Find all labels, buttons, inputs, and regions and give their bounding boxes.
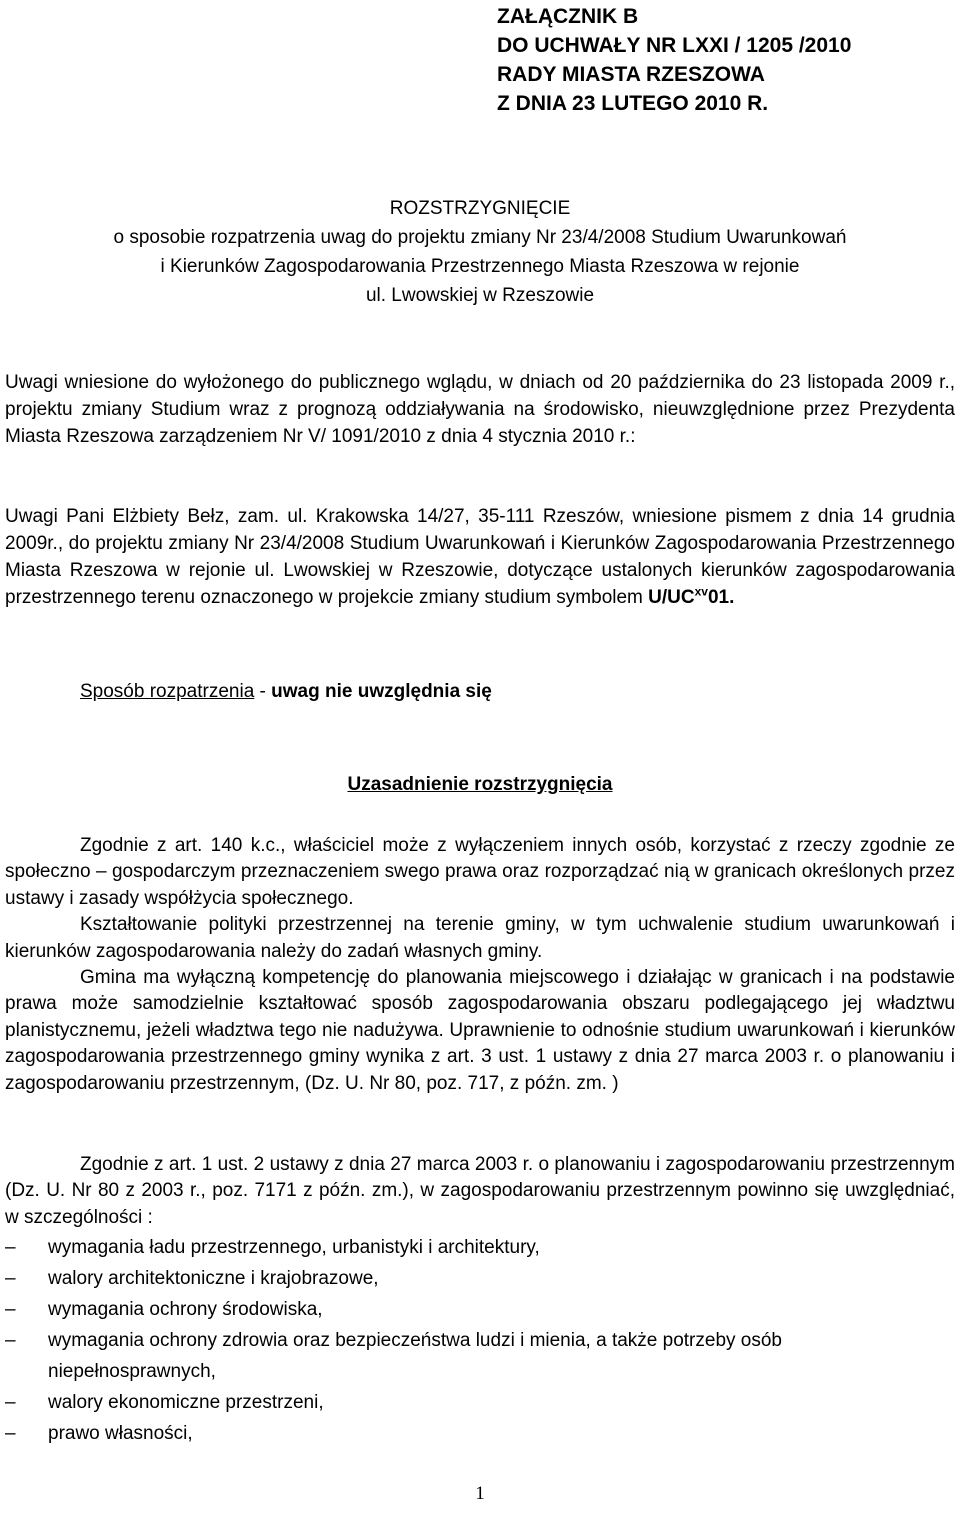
dash-bullet: –	[5, 1237, 16, 1258]
list-item	[5, 1232, 955, 1263]
attachment-line-1: ZAŁĄCZNIK B	[497, 5, 639, 28]
list-item	[5, 1418, 955, 1449]
attachment-line-3: RADY MIASTA RZESZOWA	[497, 63, 765, 86]
list-item-text: prawo własności,	[48, 1423, 193, 1444]
attachment-line-4: Z DNIA 23 LUTEGO 2010 R.	[497, 92, 769, 115]
list-item-text: wymagania ładu przestrzennego, urbanistyki i architektury,	[48, 1237, 540, 1258]
method-value: uwag nie uwzględnia się	[271, 681, 492, 702]
dash-bullet: –	[5, 1299, 16, 1320]
intro-paragraph: Uwagi wniesione do wyłożonego do publicznego wglądu, w dniach od 20 października do 23 listopada 2009 r., projektu zmiany Studium wraz z prognozą oddziaływania na środowisko, nieuwzględnione przez Prezydenta Miasta Rzeszowa zarządzeniem Nr V/ 1091/2010 z dnia 4 stycznia 2010 r.:	[5, 372, 955, 447]
remarks-symbol	[648, 584, 735, 608]
justification-paragraph-4: Zgodnie z art. 1 ust. 2 ustawy z dnia 27 marca 2003 r. o planowaniu i zagospodarowaniu przestrzennym (Dz. U. Nr 80 z 2003 r., poz. 7171 z późn. zm.), w zagospodarowaniu przestrzennym powinno się uwzględniać, w szczególności :	[5, 1154, 955, 1228]
title-line-2: o sposobie rozpatrzenia uwag do projektu zmiany Nr 23/4/2008 Studium Uwarunkowań	[113, 227, 847, 248]
dash-bullet: –	[5, 1330, 16, 1351]
page-number: 1	[475, 1483, 485, 1504]
title-line-4: ul. Lwowskiej w Rzeszowie	[365, 285, 595, 306]
consideration-method	[80, 678, 492, 706]
list-item-text: wymagania ochrony zdrowia oraz bezpieczeństwa ludzi i mienia, a także potrzeby osób niepełnosprawnych,	[48, 1330, 782, 1382]
remarks-text: Uwagi Pani Elżbiety Bełz, zam. ul. Krakowska 14/27, 35-111 Rzeszów, wniesione pismem z dnia 14 grudnia 2009r., do projektu zmiany Nr 23/4/2008 Studium Uwarunkowań i Kierunków Zagospodarowania Przestrzennego Miasta Rzeszowa w rejonie ul. Lwowskiej w Rzeszowie, dotyczące ustalonych kierunków zagospodarowania przestrzennego terenu oznaczonego w projekcie zmiany studium symbolem	[5, 506, 955, 608]
justification-paragraph-4-wrap	[5, 1152, 955, 1231]
justification-paragraph-1: Zgodnie z art. 140 k.c., właściciel może z wyłączeniem innych osób, korzystać z rzeczy zgodnie ze społeczno – gospodarczym przeznaczeniem swego prawa oraz rozporządzać nią w granicach określonych przez ustawy i zasady współżycia społecznego.	[5, 835, 955, 909]
method-separator: -	[254, 681, 272, 702]
symbol-end: 01.	[707, 587, 735, 608]
symbol-main: U/UC	[648, 587, 695, 608]
list-item-text: wymagania ochrony środowiska,	[48, 1299, 323, 1320]
method-label: Sposób rozpatrzenia	[80, 681, 255, 702]
attachment-header	[497, 2, 851, 118]
title-line-3: i Kierunków Zagospodarowania Przestrzennego Miasta Rzeszowa w rejonie	[160, 256, 800, 277]
document-title	[0, 194, 960, 310]
list-item-text: walory ekonomiczne przestrzeni,	[48, 1392, 324, 1413]
dash-bullet: –	[5, 1423, 16, 1444]
list-item-text: walory architektoniczne i krajobrazowe,	[48, 1268, 379, 1289]
justification-body	[5, 833, 955, 1097]
attachment-line-2: DO UCHWAŁY NR LXXI / 1205 /2010	[497, 34, 852, 57]
remarks-paragraph	[5, 503, 955, 611]
dash-bullet: –	[5, 1268, 16, 1289]
list-item	[5, 1325, 955, 1387]
list-item	[5, 1387, 955, 1418]
list-item	[5, 1294, 955, 1325]
symbol-superscript: xv	[694, 584, 708, 599]
title-line-1: ROZSTRZYGNIĘCIE	[389, 198, 571, 219]
dash-bullet: –	[5, 1392, 16, 1413]
list-item	[5, 1263, 955, 1294]
justification-paragraph-3: Gmina ma wyłączną kompetencję do planowania miejscowego i działając w granicach i na podstawie prawa może samodzielnie kształtować sposób zagospodarowania obszaru podlegającego jej władztwu planistycznemu, jeżeli władztwa tego nie nadużywa. Uprawnienie to odnośnie studium uwarunkowań i kierunków zagospodarowania przestrzennego gminy wynika z art. 3 ust. 1 ustawy z dnia 27 marca 2003 r. o planowaniu i zagospodarowaniu przestrzennym, (Dz. U. Nr 80, poz. 717, z późn. zm. )	[5, 967, 955, 1094]
requirements-list	[5, 1232, 955, 1449]
justification-title: Uzasadnienie rozstrzygnięcia	[347, 774, 613, 795]
justification-paragraph-2: Kształtowanie polityki przestrzennej na terenie gminy, w tym uchwalenie studium uwarunkowań i kierunków zagospodarowania należy do zadań własnych gminy.	[5, 914, 955, 962]
